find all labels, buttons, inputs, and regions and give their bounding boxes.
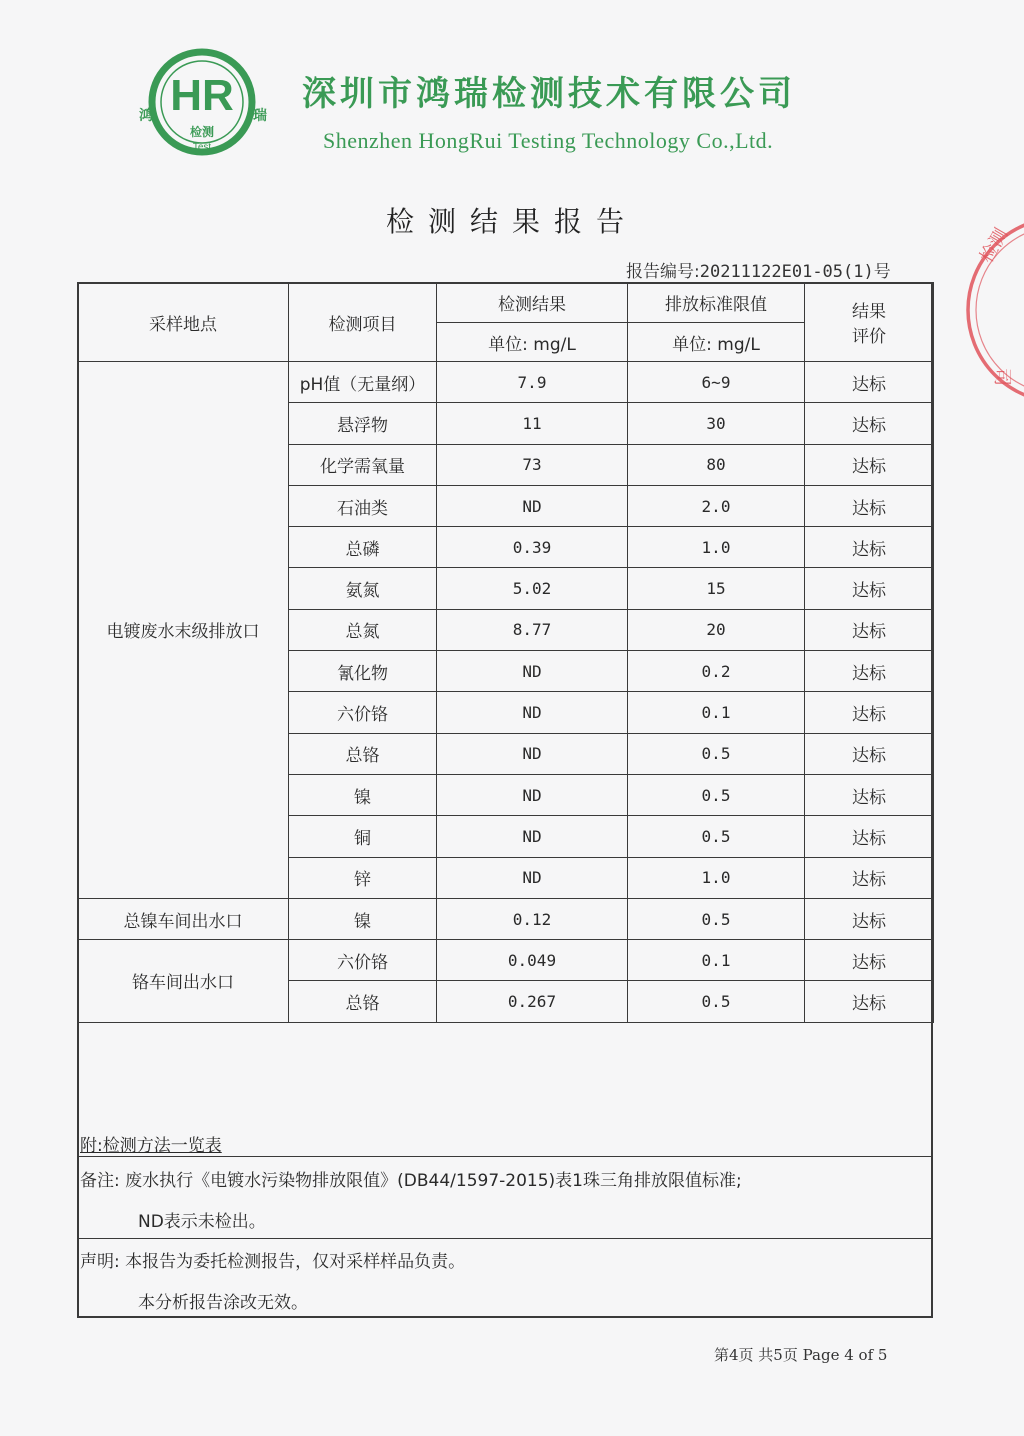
standard-limit: 0.5 xyxy=(628,816,805,857)
table-row xyxy=(78,362,934,403)
standard-limit: 6~9 xyxy=(628,362,805,403)
test-result: 73 xyxy=(437,444,628,485)
test-result: 11 xyxy=(437,403,628,444)
standard-limit: 1.0 xyxy=(628,857,805,898)
test-result: 8.77 xyxy=(437,609,628,650)
test-result: ND xyxy=(437,774,628,815)
test-item: pH值（无量纲） xyxy=(289,362,437,403)
standard-limit: 30 xyxy=(628,403,805,444)
table-row xyxy=(78,898,934,939)
result-evaluation: 达标 xyxy=(805,444,934,485)
test-result: ND xyxy=(437,485,628,526)
result-evaluation: 达标 xyxy=(805,527,934,568)
standard-limit: 15 xyxy=(628,568,805,609)
logo-left-char: 鸿 xyxy=(139,108,153,124)
test-result: ND xyxy=(437,692,628,733)
result-evaluation: 达标 xyxy=(805,857,934,898)
result-evaluation: 达标 xyxy=(805,816,934,857)
test-item: 镍 xyxy=(289,774,437,815)
table-row xyxy=(78,940,934,981)
notes-line-1: 备注: 废水执行《电镀水污染物排放限值》(DB44/1597-2015)表1珠三角排放限值标准; xyxy=(80,1171,742,1191)
appendix-label: 附:检测方法一览表 xyxy=(80,1136,222,1156)
logo-mark: HR xyxy=(170,71,234,120)
header-limit-unit: 单位: mg/L xyxy=(628,323,805,362)
result-evaluation: 达标 xyxy=(805,692,934,733)
sampling-location: 电镀废水末级排放口 xyxy=(78,362,289,899)
standard-limit: 2.0 xyxy=(628,485,805,526)
result-evaluation: 达标 xyxy=(805,774,934,815)
header-result: 检测结果 xyxy=(437,283,628,323)
result-evaluation: 达标 xyxy=(805,609,934,650)
report-number xyxy=(626,257,891,282)
test-result: ND xyxy=(437,651,628,692)
company-name-cn: 深圳市鸿瑞检测技术有限公司 xyxy=(302,74,796,114)
notes-line-2: ND表示未检出。 xyxy=(138,1212,266,1232)
test-item: 氨氮 xyxy=(289,568,437,609)
header-location: 采样地点 xyxy=(78,283,289,362)
test-item: 氰化物 xyxy=(289,651,437,692)
result-evaluation: 达标 xyxy=(805,651,934,692)
results-table xyxy=(77,282,934,1023)
standard-limit: 0.2 xyxy=(628,651,805,692)
test-item: 镍 xyxy=(289,898,437,939)
test-result: 0.12 xyxy=(437,898,628,939)
report-number-value: 20211122E01-05(1)号 xyxy=(699,262,891,282)
standard-limit: 0.5 xyxy=(628,733,805,774)
test-item: 总氮 xyxy=(289,609,437,650)
company-name-en: Shenzhen HongRui Testing Technology Co.,Ltd. xyxy=(323,128,774,153)
logo-inner-cn: 检测 xyxy=(189,125,215,139)
test-result: 0.049 xyxy=(437,940,628,981)
logo-right-char: 瑞 xyxy=(253,108,267,124)
header-eval-line1: 结果 xyxy=(852,302,886,322)
test-item: 悬浮物 xyxy=(289,403,437,444)
stamp-text-2: 司 xyxy=(991,368,1012,386)
header-eval-line2: 评价 xyxy=(852,327,886,347)
test-item: 石油类 xyxy=(289,485,437,526)
result-evaluation: 达标 xyxy=(805,898,934,939)
test-item: 总铬 xyxy=(289,733,437,774)
test-item: 铜 xyxy=(289,816,437,857)
page-footer: 第4页 共5页 Page 4 of 5 xyxy=(714,1346,888,1364)
header-item: 检测项目 xyxy=(289,283,437,362)
stamp-text: 检测 xyxy=(976,224,1013,267)
test-result: ND xyxy=(437,816,628,857)
standard-limit: 0.5 xyxy=(628,981,805,1022)
sampling-location: 铬车间出水口 xyxy=(78,940,289,1023)
test-item: 六价铬 xyxy=(289,940,437,981)
header-result-unit: 单位: mg/L xyxy=(437,323,628,362)
header-limit: 排放标准限值 xyxy=(628,283,805,323)
standard-limit: 0.1 xyxy=(628,692,805,733)
sampling-location: 总镍车间出水口 xyxy=(78,898,289,939)
header-row xyxy=(78,283,934,323)
header-eval xyxy=(805,283,934,362)
company-logo xyxy=(132,46,272,164)
result-evaluation: 达标 xyxy=(805,403,934,444)
test-item: 六价铬 xyxy=(289,692,437,733)
test-result: 0.267 xyxy=(437,981,628,1022)
standard-limit: 1.0 xyxy=(628,527,805,568)
declaration-line-1: 声明: 本报告为委托检测报告，仅对采样样品负责。 xyxy=(80,1252,466,1272)
test-result: 7.9 xyxy=(437,362,628,403)
test-result: 0.39 xyxy=(437,527,628,568)
result-evaluation: 达标 xyxy=(805,485,934,526)
red-seal-stamp xyxy=(960,208,1024,412)
standard-limit: 80 xyxy=(628,444,805,485)
logo-inner-en: Test xyxy=(192,142,212,153)
declaration-line-2: 本分析报告涂改无效。 xyxy=(138,1293,308,1313)
result-evaluation: 达标 xyxy=(805,940,934,981)
test-item: 化学需氧量 xyxy=(289,444,437,485)
standard-limit: 20 xyxy=(628,609,805,650)
test-item: 总磷 xyxy=(289,527,437,568)
standard-limit: 0.5 xyxy=(628,774,805,815)
test-item: 锌 xyxy=(289,857,437,898)
result-evaluation: 达标 xyxy=(805,981,934,1022)
test-result: ND xyxy=(437,857,628,898)
report-number-label: 报告编号: xyxy=(626,262,700,282)
test-result: ND xyxy=(437,733,628,774)
result-evaluation: 达标 xyxy=(805,733,934,774)
result-evaluation: 达标 xyxy=(805,362,934,403)
test-item: 总铬 xyxy=(289,981,437,1022)
test-result: 5.02 xyxy=(437,568,628,609)
result-evaluation: 达标 xyxy=(805,568,934,609)
report-title: 检测结果报告 xyxy=(385,205,638,238)
standard-limit: 0.1 xyxy=(628,940,805,981)
standard-limit: 0.5 xyxy=(628,898,805,939)
